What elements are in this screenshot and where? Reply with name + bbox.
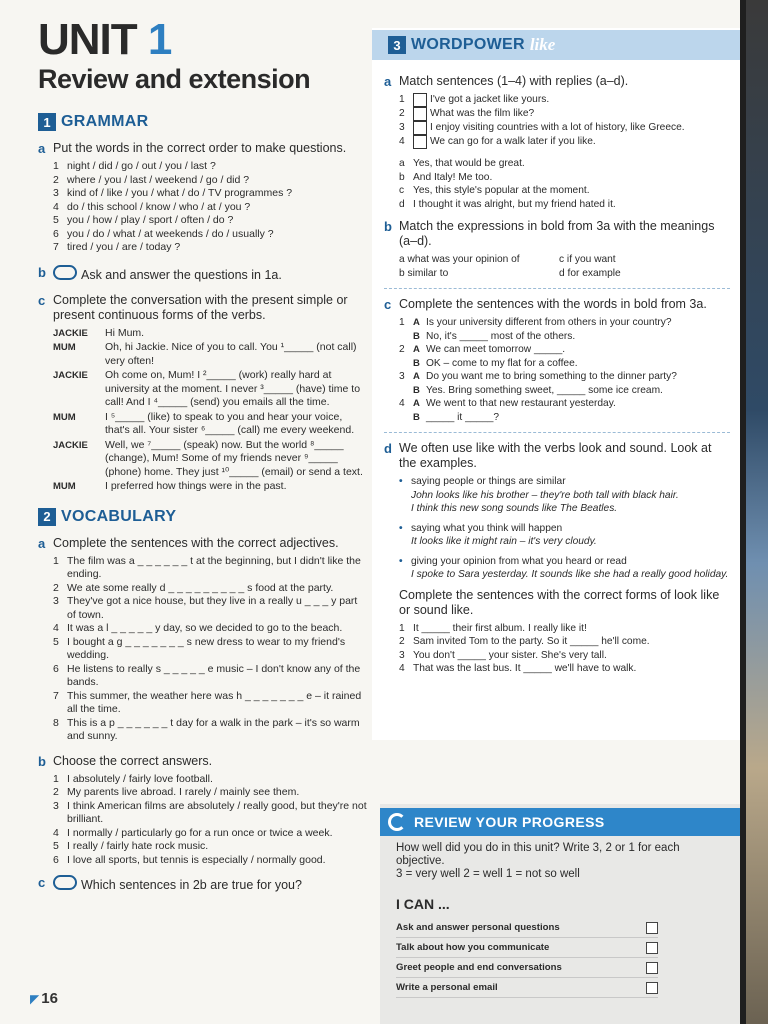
- book-edge: [740, 0, 768, 1024]
- list-item: 7 tired / you / are / today ?: [53, 241, 181, 253]
- wordpower-number: 3: [388, 36, 406, 54]
- list-item: 3 They've got a nice house, but they live in a really u _ _ _ y part of town.: [53, 595, 358, 621]
- list-item: 1 It _____ their first album. I really like it!: [399, 622, 587, 634]
- list-item: 3 kind of / like / you / what / do / TV programmes ?: [53, 187, 293, 199]
- list-item: 4 do / this school / know / who / at / you ?: [53, 200, 251, 213]
- ican-checkbox[interactable]: [646, 982, 658, 994]
- dialog-line: 4 A We went to that new restaurant yesterday.: [399, 398, 616, 409]
- dialog-line: MUM I ⁵_____ (like) to speak to you and hear your voice, that's all. Your sister ⁶_____ (call) me every weekend.: [53, 410, 355, 436]
- list-item: 7 This summer, the weather here was h _ _ _ _ _ _ _ e – it rained all the time.: [53, 689, 362, 715]
- grammar-a-list: [53, 160, 368, 255]
- divider: [384, 432, 730, 433]
- dialog-line: B Yes. Bring something sweet, _____ some ice cream.: [413, 384, 663, 396]
- list-item: 2 My parents live abroad. I rarely / mainly see them.: [53, 786, 300, 798]
- list-item: 1 I've got a jacket like yours.: [399, 94, 550, 105]
- vocabulary-header: [38, 508, 368, 526]
- list-item: 5 you / how / play / sport / often / do ?: [53, 214, 234, 226]
- dialog-line: B No, it's _____ most of the others.: [413, 330, 576, 342]
- wp-b-meanings: a what was your opinion of c if you want b similar to d for example: [399, 254, 621, 279]
- grammar-dialog: [53, 327, 368, 494]
- dialog-line: 3 A Do you want me to bring something to the dinner party?: [399, 371, 677, 382]
- grammar-number: 1: [38, 113, 56, 131]
- wp-task-d2: Complete the sentences with the correct forms of look like or sound like.: [399, 587, 720, 617]
- list-item: 2 Sam invited Tom to the party. So it _____ he'll come.: [399, 636, 650, 647]
- unit-number: 1: [147, 15, 172, 64]
- wordpower-content: [384, 68, 730, 684]
- refresh-icon: [388, 813, 406, 831]
- ican-checkbox[interactable]: [646, 962, 658, 974]
- ican-heading: I CAN ...: [396, 896, 450, 912]
- list-item: 1 I absolutely / fairly love football.: [53, 772, 213, 785]
- answer-checkbox[interactable]: [413, 135, 427, 149]
- answer-checkbox[interactable]: [413, 107, 427, 121]
- list-item: • saying what you think will happen It looks like it might rain – it's very cloudy.: [399, 522, 597, 547]
- grammar-task-c: c Complete the conversation with the present simple or present continuous forms of the verbs.: [38, 292, 348, 322]
- dialog-line: JACKIE Hi Mum.: [53, 326, 145, 339]
- ican-checkbox[interactable]: [646, 922, 658, 934]
- list-item: 2 where / you / last / weekend / go / did ?: [53, 173, 250, 186]
- list-item: 2 We ate some really d _ _ _ _ _ _ _ _ _ s food at the party.: [53, 581, 334, 594]
- review-instructions: How well did you do in this unit? Write 3, 2 or 1 for each objective. 3 = very well 2 = well 1 = not so well: [396, 842, 680, 880]
- list-item: 8 This is a p _ _ _ _ _ _ t day for a walk in the park – it's so warm and sunny.: [53, 716, 360, 742]
- vocabulary-label: VOCABULARY: [61, 507, 177, 525]
- wordpower-label: WORDPOWER: [411, 36, 525, 53]
- answer-checkbox[interactable]: [413, 121, 427, 135]
- list-item: 4 We can go for a walk later if you like.: [399, 136, 596, 147]
- dialog-line: MUM I preferred how things were in the past.: [53, 480, 287, 492]
- list-item: 3 You don't _____ your sister. She's very tall.: [399, 649, 607, 661]
- wp-c-list: [399, 316, 730, 424]
- dialog-line: 2 A We can meet tomorrow _____.: [399, 344, 566, 355]
- dialog-line: MUM Oh, hi Jackie. Nice of you to call. You ¹_____ (not call) very often!: [53, 341, 357, 367]
- wp-a-replies: [399, 157, 730, 211]
- page-number: ◤ 16: [30, 990, 58, 1007]
- wp-a-list: [399, 93, 730, 149]
- ican-item: Ask and answer personal questions: [396, 918, 658, 938]
- wp-task-c: c Complete the sentences with the words in bold from 3a.: [384, 297, 707, 312]
- left-column: [38, 15, 368, 897]
- vocab-task-c: c Which sentences in 2b are true for you?: [38, 875, 302, 892]
- grammar-task-b: b Ask and answer the questions in 1a.: [38, 264, 282, 282]
- ican-item: Talk about how you communicate: [396, 938, 658, 958]
- speech-bubble-icon: [53, 265, 77, 280]
- grammar-header: [38, 113, 368, 131]
- wp-d-bullets: [399, 475, 730, 582]
- list-item: 1 The film was a _ _ _ _ _ _ t at the beginning, but I didn't like the ending.: [53, 554, 361, 580]
- list-item: 4 I normally / particularly go for a run once or twice a week.: [53, 826, 333, 839]
- list-item: d I thought it was alright, but my friend hated it.: [399, 198, 616, 210]
- corner-marker-icon: ◤: [30, 992, 40, 1006]
- list-item: 2 What was the film like?: [399, 108, 535, 119]
- list-item: • giving your opinion from what you heard or read I spoke to Sara yesterday. It sounds like she had a really good holiday.: [399, 555, 729, 580]
- review-label: REVIEW YOUR PROGRESS: [414, 814, 605, 830]
- list-item: 6 He listens to really s _ _ _ _ _ e music – I don't know any of the bands.: [53, 662, 361, 688]
- speech-bubble-icon: [53, 875, 77, 890]
- list-item: 4 It was a l _ _ _ _ _ y day, so we decided to go to the beach.: [53, 622, 343, 634]
- review-header: [380, 808, 740, 836]
- vocab-task-a: a Complete the sentences with the correct adjectives.: [38, 535, 339, 551]
- ican-item: Greet people and end conversations: [396, 958, 658, 978]
- ican-item: Write a personal email: [396, 978, 658, 998]
- wp-task-d: d We often use like with the verbs look and sound. Look at the examples.: [384, 441, 712, 470]
- wp-task-b: b Match the expressions in bold from 3a with the meanings (a–d).: [384, 219, 715, 248]
- grammar-label: GRAMMAR: [61, 113, 149, 130]
- wp-d-list: [399, 622, 730, 676]
- list-item: b And Italy! Me too.: [399, 171, 493, 183]
- dialog-line: B OK – come to my flat for a coffee.: [413, 357, 578, 369]
- grammar-task-a: a Put the words in the correct order to make questions.: [38, 141, 347, 156]
- list-item: 3 I think American films are absolutely / really good, but they're not brilliant.: [53, 799, 367, 825]
- unit-title: UNIT 1: [38, 15, 172, 64]
- ican-checkbox[interactable]: [646, 942, 658, 954]
- wordpower-header: [372, 30, 740, 60]
- list-item: 1 night / did / go / out / you / last ?: [53, 160, 216, 172]
- list-item: 6 I love all sports, but tennis is especially / normally good.: [53, 853, 326, 866]
- divider: [384, 288, 730, 289]
- vocab-b-list: [53, 773, 368, 868]
- dialog-line: 1 A Is your university different from others in your country?: [399, 317, 672, 328]
- unit-subtitle: Review and extension: [38, 64, 311, 94]
- wordpower-like: like: [529, 35, 556, 54]
- list-item: c Yes, this style's popular at the moment.: [399, 185, 590, 196]
- vocab-a-list: [53, 555, 368, 744]
- list-item: 5 I really / fairly hate rock music.: [53, 840, 209, 852]
- vocab-task-b: b Choose the correct answers.: [38, 753, 213, 769]
- dialog-line: JACKIE Well, we ⁷_____ (speak) now. But the world ⁸_____ (change), Mum! Some of my friends never ⁹_____ (phone) home. They just ¹⁰_____ (email) or send a text.: [53, 438, 363, 478]
- list-item: • saying people or things are similar John looks like his brother – they're both tall with black hair. I think this new song sounds like The Beatles.: [399, 476, 679, 514]
- answer-checkbox[interactable]: [413, 93, 427, 107]
- dialog-line: B _____ it _____?: [413, 411, 500, 423]
- list-item: 4 That was the last bus. It _____ we'll have to walk.: [399, 663, 637, 674]
- dialog-line: JACKIE Oh come on, Mum! I ²_____ (work) really hard at university at the moment. I never ³_____ (have) time to call! And I ⁴_____ (send) you emails all the time.: [53, 369, 361, 408]
- wp-task-a: a Match sentences (1–4) with replies (a–d).: [384, 74, 629, 89]
- list-item: a Yes, that would be great.: [399, 158, 525, 169]
- list-item: 6 you / do / what / at weekends / do / usually ?: [53, 227, 274, 240]
- list-item: 3 I enjoy visiting countries with a lot of history, like Greece.: [399, 122, 685, 133]
- vocabulary-number: 2: [38, 508, 56, 526]
- ican-list: [396, 918, 658, 998]
- list-item: 5 I bought a g _ _ _ _ _ _ _ s new dress to wear to my friend's wedding.: [53, 635, 346, 661]
